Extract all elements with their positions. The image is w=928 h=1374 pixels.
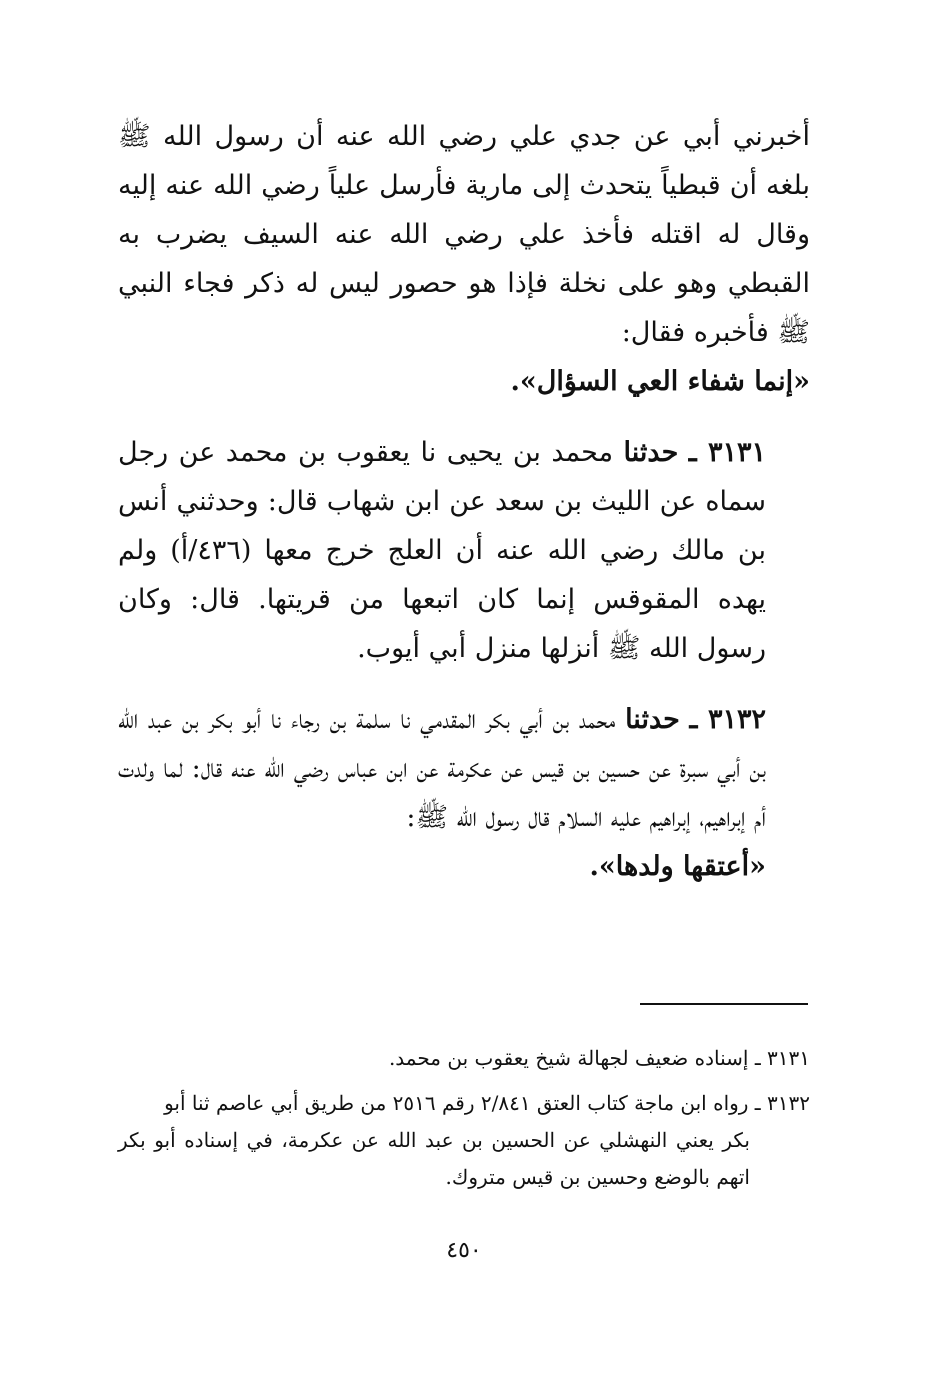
footnote-text-continued: بكر يعني النهشلي عن الحسين بن عبد الله عن عكرمة، في إسناده أبو بكر اتهم بالوضع وحسين بن قيس متروك. xyxy=(118,1128,750,1189)
hadith-3132 xyxy=(118,695,810,891)
page-number: ٤٥٠ xyxy=(446,1238,482,1263)
paragraph-text: أخبرني أبي عن جدي علي رضي الله عنه أن رسول الله ﷺ بلغه أن قبطياً يتحدث إلى مارية فأرسل علياً رضي الله عنه إليه وقال له اقتله فأخذ علي رضي الله عنه السيف يضرب به القبطي وهو على نخلة فإذا هو حصور ليس له ذكر فجاء النبي ﷺ فأخبره فقال: xyxy=(118,121,810,348)
narration-lead: حدثنا xyxy=(623,437,679,468)
hadith-quote: «أعتقها ولدها». xyxy=(589,851,766,882)
footnote-text: ٣١٣٢ ـ رواه ابن ماجة كتاب العتق ٢/٨٤١ رقم ٢٥١٦ من طريق أبي عاصم ثنا أبو xyxy=(164,1091,810,1115)
footnote-3132 xyxy=(118,1085,810,1196)
narration-lead: حدثنا xyxy=(625,704,680,735)
footnote-3131: ٣١٣١ ـ إسناده ضعيف لجهالة شيخ يعقوب بن محمد. xyxy=(388,1046,810,1070)
hadith-number: ٣١٣١ ـ xyxy=(688,437,766,468)
hadith-quote: «إنما شفاء العي السؤال». xyxy=(510,366,810,397)
hadith-number: ٣١٣٢ ـ xyxy=(689,704,766,735)
main-text xyxy=(118,112,810,891)
footnotes xyxy=(118,1040,810,1204)
hadith-text: محمد بن أبي بكر المقدمي نا سلمة بن رجاء نا أبو بكر بن عبد الله بن أبي سبرة عن حسين بن قيس عن عكرمة عن ابن عباس رضي الله عنه قال: لما ولدت أم إبراهيم، إبراهيم عليه السلام قال رسول الله ﷺ: xyxy=(118,704,766,833)
paragraph-continuation xyxy=(118,112,810,406)
hadith-3131 xyxy=(118,428,810,673)
footnote-divider xyxy=(640,1003,808,1005)
hadith-text: محمد بن يحيى نا يعقوب بن محمد عن رجل سماه عن الليث بن سعد عن ابن شهاب قال: وحدثني أنس بن مالك رضي الله عنه أن العلج خرج معها (٤٣٦/أ) ولم يهده المقوقس إنما كان اتبعها من قريتها. قال: وكان رسول الله ﷺ أنزلها منزل أبي أيوب. xyxy=(118,437,766,664)
